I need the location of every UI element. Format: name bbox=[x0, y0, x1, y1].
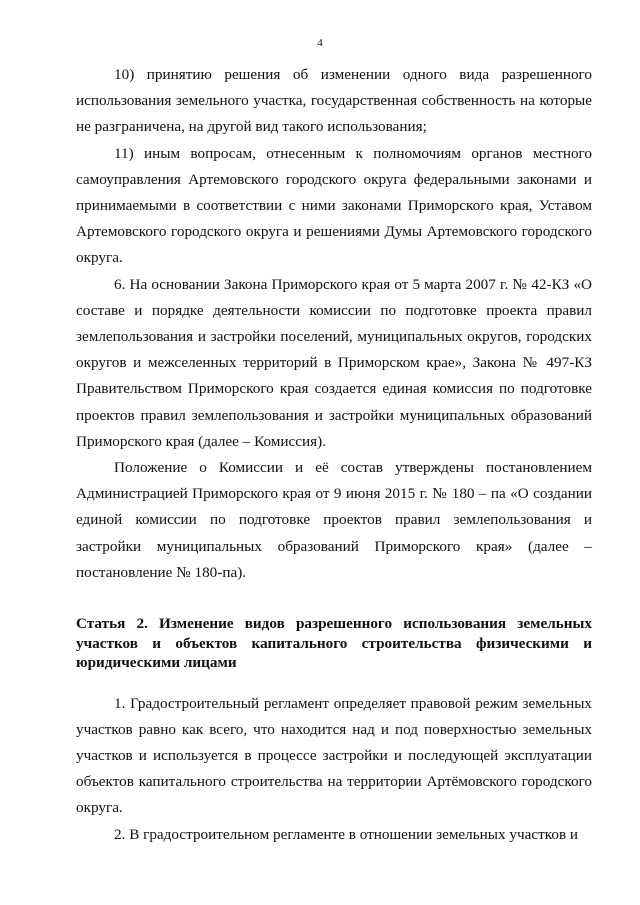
article-heading: Статья 2. Изменение видов разрешенного использования земельных участков и объектов капитального строительства физическими и юридическими лицами bbox=[76, 615, 592, 672]
page-number: 4 bbox=[317, 37, 323, 49]
paragraph-clause-1: 1. Градостроительный регламент определяет правовой режим земельных участков равно как всего, что находится над и под поверхностью земельных участков и используется в процессе застройки и последующей эксплуатации объектов капитального строительства на территории Артёмовского городского округа. bbox=[76, 694, 592, 817]
paragraph-item-10: 10) принятию решения об изменении одного вида разрешенного использования земельного участка, государственная собственность на которые не разграничена, на другой вид такого использования; bbox=[76, 66, 592, 136]
page-body bbox=[76, 62, 592, 848]
paragraph-clause-6: 6. На основании Закона Приморского края от 5 марта 2007 г. № 42-КЗ «О составе и порядке деятельности комиссии по подготовке проекта правил землепользования и застройки поселений, муниципальных округов, городских округов и межселенных территорий в Приморском крае», Закона № 497-КЗ Правительством Приморского края создается единая комиссия по подготовке проектов правил землепользования и застройки муниципальных образований Приморского края (далее – Комиссия). bbox=[76, 275, 592, 450]
paragraph-clause-2: 2. В градостроительном регламенте в отношении земельных участков и bbox=[114, 825, 579, 843]
section-spacer bbox=[76, 586, 592, 614]
heading-spacer bbox=[76, 673, 592, 691]
paragraph-commission-regulation: Положение о Комиссии и её состав утверждены постановлением Администрацией Приморского края от 9 июня 2015 г. № 180 – па «О создании единой комиссии по подготовке проектов правил землепользования и застройки муниципальных образований Приморского края» (далее – постановление № 180-па). bbox=[76, 459, 592, 581]
paragraph-item-11: 11) иным вопросам, отнесенным к полномочиям органов местного самоуправления Артемовского городского округа федеральными законами и принимаемыми в соответствии с ними законами Приморского края, Уставом Артемовского городского округа и решениями Думы Артемовского городского округа. bbox=[76, 144, 592, 267]
